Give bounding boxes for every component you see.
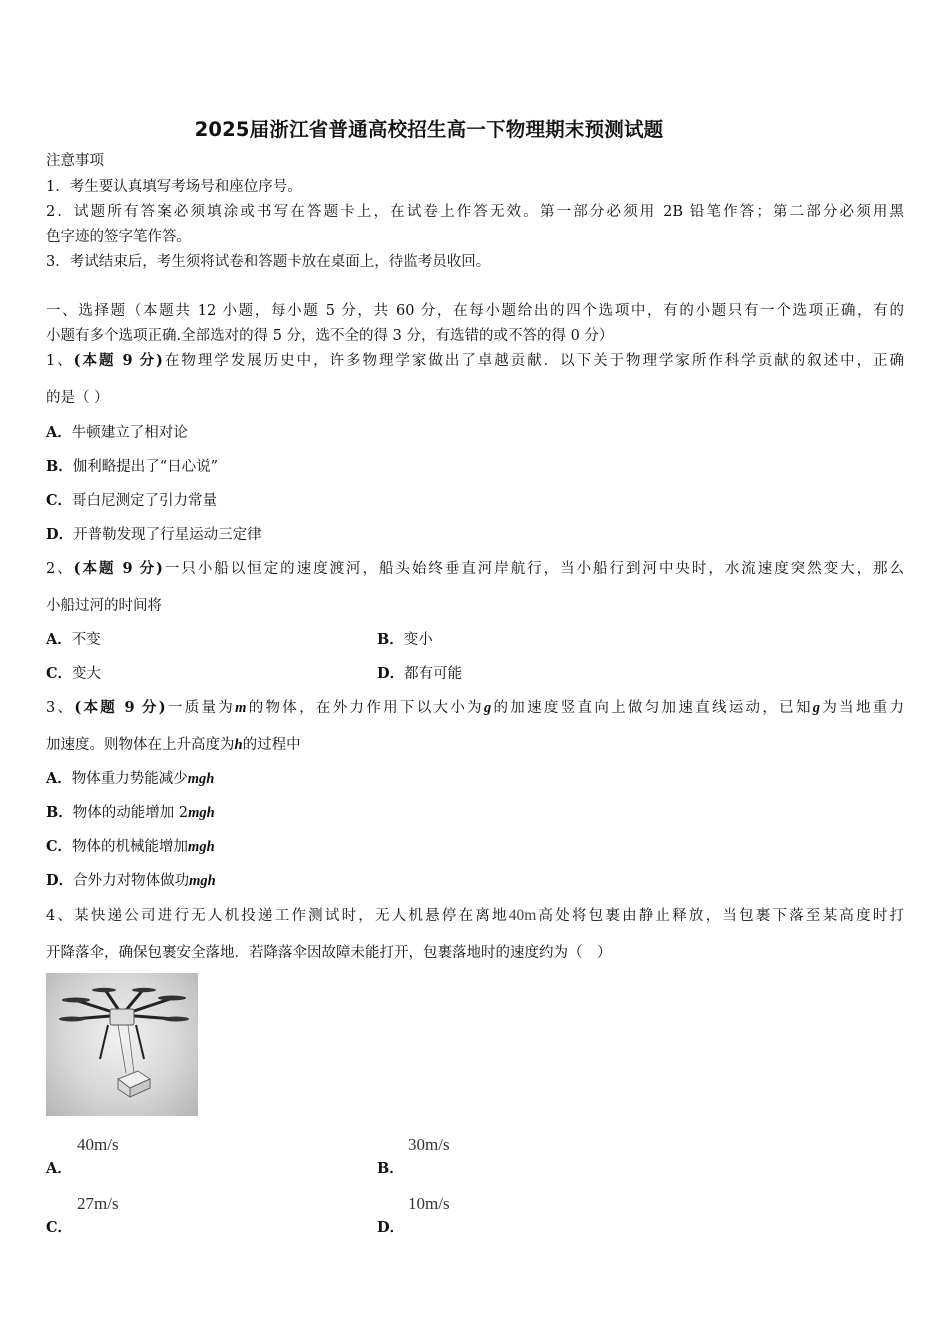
option-label: A． [46, 770, 72, 787]
option-text: 哥白尼测定了引力常量 [72, 493, 218, 509]
question-2-stem [46, 558, 904, 580]
option-text: 牛顿建立了相对论 [71, 425, 188, 441]
math-variable: g [483, 700, 492, 716]
question-number: 1、 [46, 353, 74, 369]
math-expression: mgh [188, 805, 215, 821]
option-text: 开普勒发现了行星运动三定律 [73, 527, 262, 543]
question-number: 3、 [46, 700, 75, 716]
option-text: 伽利略提出了“日心说” [72, 459, 219, 475]
option-text: 不变 [71, 632, 101, 648]
option-text: 物体重力势能减少 [71, 771, 188, 787]
q2-option-a[interactable] [46, 629, 101, 651]
math-variable: m [235, 700, 247, 716]
question-text: 一质量为 [165, 700, 236, 716]
math-expression: 30m/s [408, 1135, 450, 1154]
math-expression: mgh [188, 839, 215, 855]
question-number: 2、 [46, 561, 74, 577]
option-label: C． [46, 838, 73, 855]
math-expression: mgh [187, 771, 215, 787]
question-text: 的物体，在外力作用下以大小为 [246, 700, 484, 716]
question-text: 开降落伞，确保包裹安全落地．若降落伞因故障未能打开，包裹落地时的速度约为（ ） [46, 945, 612, 961]
question-text: 在物理学发展历史中，许多物理学家做出了卓越贡献．以下关于物理学家所作科学贡献的叙述中，正确 [162, 353, 905, 369]
option-label: B． [377, 1160, 404, 1177]
drone-illustration [46, 973, 198, 1116]
drone-photo [46, 973, 198, 1116]
math-variable: h [234, 737, 243, 753]
question-text: 为当地重力 [820, 700, 905, 716]
question-text: 一只小船以恒定的速度渡河，船头始终垂直河岸航行，当小船行到河中央时，水流速度突然变大，那么 [162, 561, 905, 577]
question-3-stem [46, 697, 904, 719]
math-expression: 27m/s [77, 1194, 119, 1213]
q3-option-b[interactable] [46, 802, 215, 824]
question-text [46, 734, 301, 756]
q2-option-c[interactable] [46, 663, 101, 685]
option-text: 变大 [72, 666, 102, 682]
question-text: 的是（ ） [46, 390, 109, 406]
notice-item: 1．考生要认真填写考场号和座位序号。 [46, 179, 302, 195]
question-text: 高处将包裹由静止释放，当包裹下落至某高度时打 [536, 908, 905, 924]
option-label: A． [46, 631, 72, 648]
page-title: 2025届浙江省普通高校招生高一下物理期末预测试题 [194, 118, 664, 141]
question-1-stem [46, 350, 904, 372]
question-text: 的加速度竖直向上做匀加速直线运动，已知 [491, 700, 813, 716]
q3-option-d[interactable] [46, 870, 216, 892]
option-label: D． [46, 872, 74, 889]
option-label: D． [377, 1219, 405, 1236]
question-text: 某快递公司进行无人机投递工作测试时，无人机悬停在离地 [74, 908, 509, 924]
math-expression: mgh [189, 873, 216, 889]
option-text: 物体的机械能增加 [72, 839, 189, 855]
question-tag: (本题 9 分) [73, 352, 163, 369]
question-tag: (本题 9 分) [73, 560, 163, 577]
option-label: C． [46, 665, 73, 682]
question-text: 加速度。则物体在上升高度为 [46, 737, 235, 753]
option-label: B． [46, 804, 73, 821]
option-text: 合外力对物体做功 [73, 873, 190, 889]
option-label: C． [46, 492, 73, 509]
option-text: 变小 [403, 632, 433, 648]
section-header: 一、选择题（本题共 12 小题，每小题 5 分，共 60 分，在每小题给出的四个选项中，有的小题只有一个选项正确，有的 [46, 303, 904, 319]
q1-option-a[interactable] [46, 422, 188, 444]
notice-item: 2．试题所有答案必须填涂或书写在答题卡上，在试卷上作答无效。第一部分必须用 2B 铅笔作答；第二部分必须用黑 [46, 204, 904, 220]
notice-heading: 注意事项 [46, 153, 104, 169]
q3-option-a[interactable] [46, 768, 214, 790]
option-text: 物体的动能增加 2 [72, 805, 189, 821]
notice-item: 色字迹的签字笔作答。 [46, 229, 191, 245]
question-text: 的过程中 [242, 737, 301, 753]
question-number: 4、 [46, 908, 75, 924]
q2-option-d[interactable] [377, 663, 462, 685]
math-expression: 40m/s [77, 1135, 119, 1154]
option-text: 都有可能 [404, 666, 463, 682]
option-label: A． [46, 1160, 72, 1177]
option-label: D． [46, 526, 74, 543]
q2-option-b[interactable] [377, 629, 433, 651]
math-expression: 40m [508, 907, 537, 924]
option-label: A． [46, 424, 72, 441]
option-label: B． [377, 631, 404, 648]
math-expression: 10m/s [408, 1194, 450, 1213]
question-4-stem [46, 905, 904, 927]
notice-item: 3．考试结束后，考生须将试卷和答题卡放在桌面上，待监考员收回。 [46, 254, 491, 270]
option-label: B． [46, 458, 73, 475]
math-variable: g [812, 700, 821, 716]
q3-option-c[interactable] [46, 836, 215, 858]
q1-option-c[interactable] [46, 490, 217, 512]
option-label: D． [377, 665, 405, 682]
q1-option-b[interactable] [46, 456, 218, 478]
question-tag: (本题 9 分) [74, 699, 166, 716]
section-header: 小题有多个选项正确.全部选对的得 5 分，选不全的得 3 分，有选错的或不答的得 0 分） [46, 328, 614, 344]
q1-option-d[interactable] [46, 524, 262, 546]
question-text: 小船过河的时间将 [46, 598, 162, 614]
option-label: C． [46, 1219, 73, 1236]
